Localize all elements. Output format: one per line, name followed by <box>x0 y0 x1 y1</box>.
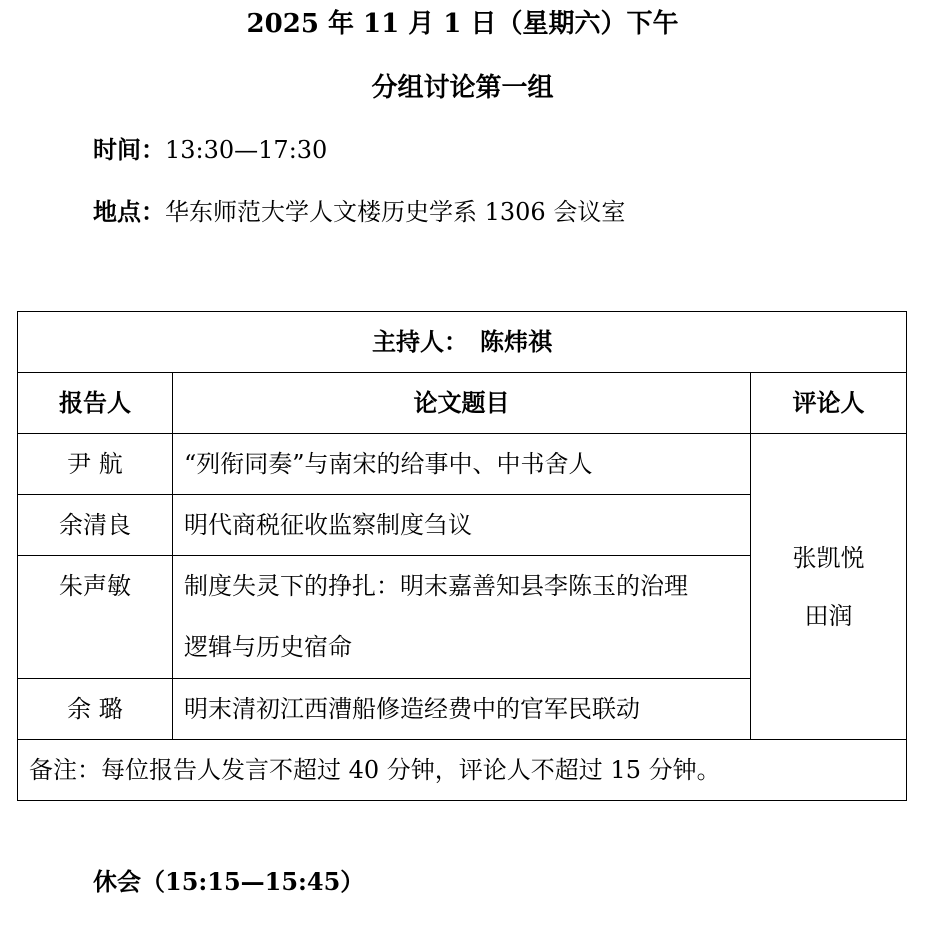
presenter-cell: 余清良 <box>18 495 173 556</box>
group-title: 分组讨论第一组 <box>371 73 554 103</box>
presenter-cell: 朱声敏 <box>18 556 173 679</box>
table-row <box>18 434 907 495</box>
time-value: 13:30—17:30 <box>165 136 328 164</box>
header-presenter: 报告人 <box>18 373 173 434</box>
paper-title-cell <box>173 556 751 679</box>
note-cell: 备注：每位报告人发言不超过 40 分钟，评论人不超过 15 分钟。 <box>18 740 907 801</box>
note-row <box>18 740 907 801</box>
presenter-cell: 余 璐 <box>18 679 173 740</box>
paper-title-cell: “列衔同奏”与南宋的给事中、中书舍人 <box>173 434 751 495</box>
paper-title-line: 逻辑与历史宿命 <box>184 633 352 661</box>
reviewer-name: 田润 <box>804 601 853 630</box>
header-reviewer: 评论人 <box>751 373 907 434</box>
session-date-title: 2025 年 11 月 1 日（星期六）下午 <box>246 9 679 39</box>
place-label: 地点： <box>93 197 165 226</box>
presenter-cell: 尹 航 <box>18 434 173 495</box>
header-row <box>18 373 907 434</box>
paper-title-line: 制度失灵下的挣扎：明末嘉善知县李陈玉的治理 <box>184 572 688 600</box>
time-label: 时间： <box>93 135 165 164</box>
reviewer-cell <box>751 434 907 740</box>
host-row <box>18 312 907 373</box>
place-line <box>93 196 625 228</box>
time-line <box>93 134 327 166</box>
host-cell: 主持人： 陈炜祺 <box>18 312 907 373</box>
schedule-table <box>17 311 907 801</box>
header-paper-title: 论文题目 <box>173 373 751 434</box>
reviewer-name: 张凯悦 <box>792 543 865 572</box>
break-line: 休会（15:15—15:45） <box>93 867 365 896</box>
paper-title-cell: 明代商税征收监察制度刍议 <box>173 495 751 556</box>
paper-title-cell: 明末清初江西漕船修造经费中的官军民联动 <box>173 679 751 740</box>
place-value: 华东师范大学人文楼历史学系 1306 会议室 <box>165 198 626 226</box>
